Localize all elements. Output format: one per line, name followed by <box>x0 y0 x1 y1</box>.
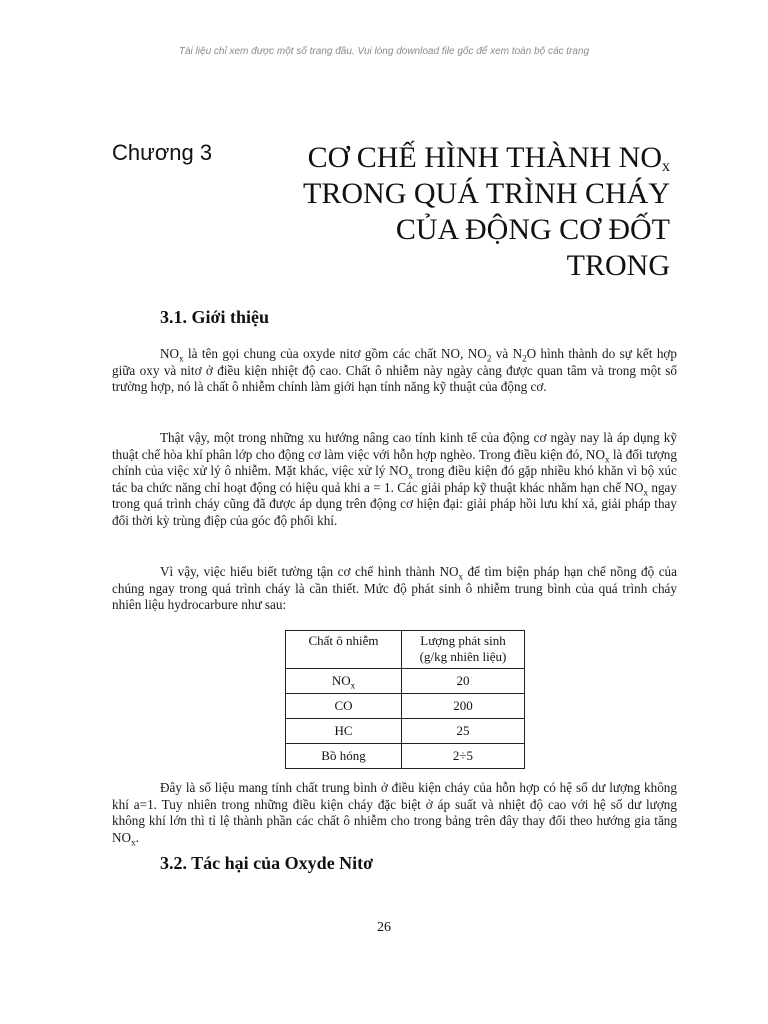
chapter-title-line: TRONG QUÁ TRÌNH CHÁY <box>303 177 670 210</box>
chapter-title <box>280 140 670 284</box>
table-cell: Bồ hóng <box>286 744 402 769</box>
table-cell: 2÷5 <box>402 744 525 769</box>
chapter-label: Chương 3 <box>112 140 213 165</box>
paragraph: Đây là số liệu mang tính chất trung bình ở điều kiện cháy của hỗn hợp có hệ số dư lượng không khí a=1. Tuy nhiên trong những điều kiện cháy đặc biệt ở áp suất và nhiệt độ cao với hệ số dư lượng không khí lớn thì tỉ lệ thành phần các chất ô nhiễm cho trong bảng trên đây thay đổi theo hướng gia tăng $NO_x$. <box>112 780 677 848</box>
table-row <box>286 744 525 769</box>
table-header-cell: Lượng phát sinh (g/kg nhiên liệu) <box>402 631 525 669</box>
table-cell: 200 <box>402 694 525 719</box>
section-heading: 3.1. Giới thiệu <box>160 307 269 327</box>
paragraph: Thật vậy, một trong những xu hướng nâng cao tính kinh tế của động cơ ngày nay là áp dụng kỹ thuật chế hòa khí phân lớp cho động cơ làm việc với hỗn hợp nghèo. Trong điều kiện đó, $NO_x$ là đối tượng chính của việc xử lý ô nhiễm. Mặt khác, việc xử lý $NO_x$ trong điều kiện đó gặp nhiều khó khăn vì bộ xúc tác ba chức năng chỉ hoạt động có hiệu quả khi a = 1. Các giải pháp kỹ thuật khác nhằm hạn chế $NO_x$ ngay trong quá trình cháy cũng đã được áp dụng trên động cơ hiện đại: giải pháp hồi lưu khí xả, giải pháp thay đổi thời kỳ trùng điệp của góc độ phối khí. <box>112 430 677 528</box>
pollutant-table <box>285 630 525 769</box>
table-cell: CO <box>286 694 402 719</box>
table-row <box>286 694 525 719</box>
section-heading: 3.2. Tác hại của Oxyde Nitơ <box>160 853 374 873</box>
paragraph: $NO_x$ là tên gọi chung của oxyde nitơ gồm các chất NO, $NO_2$ và $N_2O$ hình thành do sự kết hợp giữa oxy và nitơ ở điều kiện nhiệt độ cao. Chất ô nhiễm này ngày càng được quan tâm và trong một số trường hợp, nó là chất ô nhiễm chính làm giới hạn tính năng kỹ thuật của động cơ. <box>112 346 677 395</box>
table-header-row <box>286 631 525 669</box>
paragraph: Vì vậy, việc hiểu biết tường tận cơ chế hình thành $NO_x$ để tìm biện pháp hạn chế nồng độ của chúng ngay trong quá trình cháy là cần thiết. Mức độ phát sinh ô nhiễm trung bình của quá trình cháy nhiên liệu hydrocarbure như sau: <box>112 564 677 613</box>
chapter-title-line: CƠ CHẾ HÌNH THÀNH $NO_x$ <box>307 141 670 175</box>
table-cell: $NO_x$ <box>286 669 402 694</box>
chapter-title-line: CỦA ĐỘNG CƠ ĐỐT <box>395 213 670 246</box>
page-number: 26 <box>377 920 391 935</box>
table-row <box>286 719 525 744</box>
table-cell: 20 <box>402 669 525 694</box>
chapter-title-line: TRONG <box>566 249 670 282</box>
table-header-cell: Chất ô nhiễm <box>286 631 402 669</box>
table-row <box>286 669 525 694</box>
table-cell: 25 <box>402 719 525 744</box>
table-cell: HC <box>286 719 402 744</box>
preview-banner: Tài liệu chỉ xem được một số trang đầu. Vui lòng download file gốc để xem toàn bộ các trang <box>178 46 590 57</box>
